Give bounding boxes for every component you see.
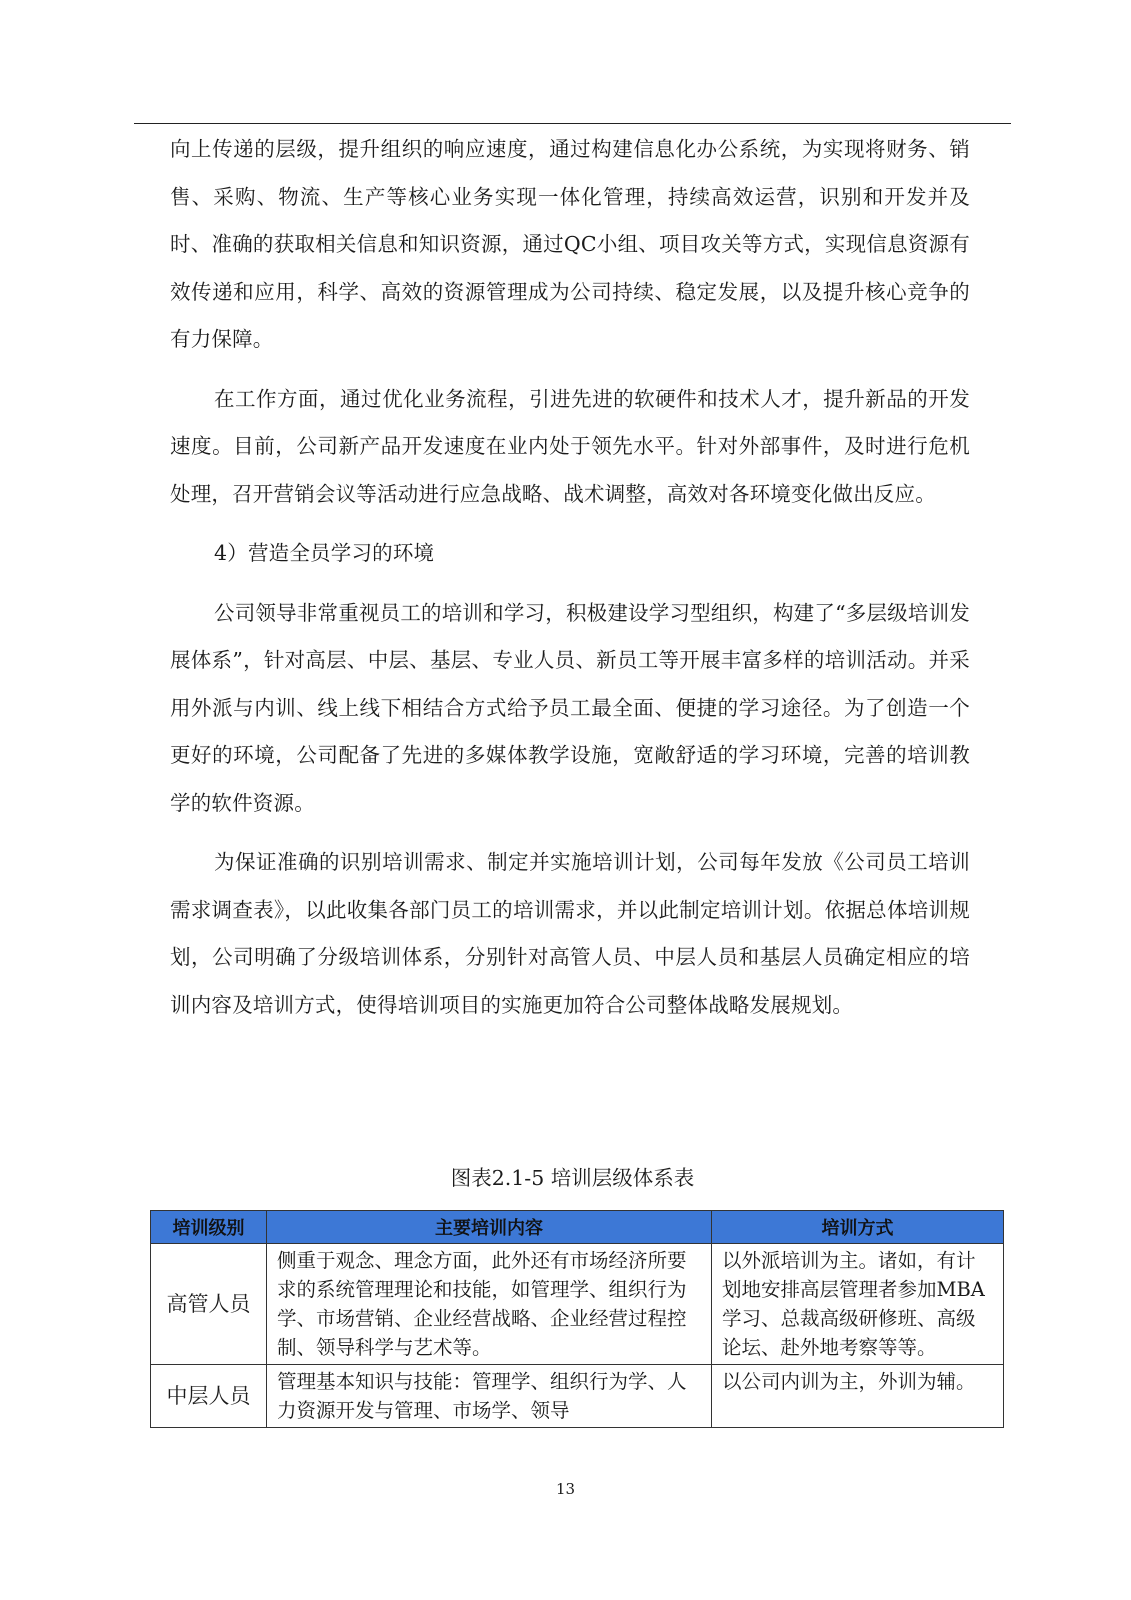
row-content: 管理基本知识与技能：管理学、组织行为学、人力资源开发与管理、市场学、领导 bbox=[267, 1365, 712, 1428]
row-content: 侧重于观念、理念方面，此外还有市场经济所要求的系统管理理论和技能，如管理学、组织行为学、市场营销、企业经营战略、企业经营过程控制、领导科学与艺术等。 bbox=[267, 1244, 712, 1365]
header-rule bbox=[134, 123, 1011, 124]
header-content: 主要培训内容 bbox=[267, 1211, 712, 1244]
section-heading: 4）营造全员学习的环境 bbox=[214, 541, 435, 565]
body-text bbox=[170, 126, 970, 1029]
table-caption: 图表2.1-5 培训层级体系表 bbox=[450, 1166, 695, 1190]
table-row bbox=[151, 1244, 1004, 1365]
paragraph: 在工作方面，通过优化业务流程，引进先进的软硬件和技术人才，提升新品的开发速度。目前，公司新产品开发速度在业内处于领先水平。针对外部事件，及时进行危机处理，召开营销会议等活动进行应急战略、战术调整，高效对各环境变化做出反应。 bbox=[170, 386, 970, 506]
paragraph: 向上传递的层级，提升组织的响应速度，通过构建信息化办公系统，为实现将财务、销售、采购、物流、生产等核心业务实现一体化管理，持续高效运营，识别和开发并及时、准确的获取相关信息和知识资源，通过QC小组、项目攻关等方式，实现信息资源有效传递和应用，科学、高效的资源管理成为公司持续、稳定发展，以及提升核心竞争的有力保障。 bbox=[170, 137, 970, 351]
paragraph: 公司领导非常重视员工的培训和学习，积极建设学习型组织，构建了“多层级培训发展体系”，针对高层、中层、基层、专业人员、新员工等开展丰富多样的培训活动。并采用外派与内训、线上线下相结合方式给予员工最全面、便捷的学习途径。为了创造一个更好的环境，公司配备了先进的多媒体教学设施，宽敞舒适的学习环境，完善的培训教学的软件资源。 bbox=[170, 600, 970, 815]
row-level: 中层人员 bbox=[151, 1365, 267, 1428]
paragraph: 为保证准确的识别培训需求、制定并实施培训计划，公司每年发放《公司员工培训需求调查表》，以此收集各部门员工的培训需求，并以此制定培训计划。依据总体培训规划，公司明确了分级培训体系，分别针对高管人员、中层人员和基层人员确定相应的培训内容及培训方式，使得培训项目的实施更加符合公司整体战略发展规划。 bbox=[170, 850, 970, 1017]
header-level: 培训级别 bbox=[151, 1211, 267, 1244]
row-method: 以外派培训为主。诸如，有计划地安排高层管理者参加MBA学习、总裁高级研修班、高级论坛、赴外地考察等等。 bbox=[712, 1244, 1004, 1365]
table-header-row bbox=[151, 1211, 1004, 1244]
row-level: 高管人员 bbox=[151, 1244, 267, 1365]
training-level-table bbox=[150, 1210, 1004, 1428]
row-method: 以公司内训为主，外训为辅。 bbox=[712, 1365, 1004, 1428]
header-method: 培训方式 bbox=[712, 1211, 1004, 1244]
page-number: 13 bbox=[555, 1480, 576, 1498]
table-row bbox=[151, 1365, 1004, 1428]
